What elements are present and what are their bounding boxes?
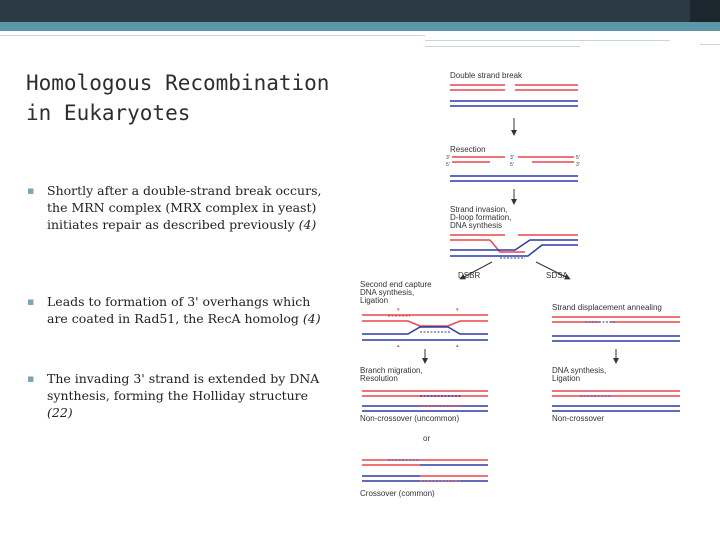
label-strand-invasion-line3: DNA synthesis <box>450 221 503 230</box>
svg-text:▾: ▾ <box>456 307 459 313</box>
label-crossover-common: Crossover (common) <box>360 489 435 498</box>
bullet-marker-icon: ▪ <box>27 372 35 385</box>
bullet-text: The invading 3' strand is extended by DNA synthesis, forming the Holliday structure <box>47 371 320 403</box>
label-non-crossover: Non-crossover <box>552 414 605 423</box>
label-or: or <box>423 434 431 443</box>
bullet-citation: (4) <box>298 217 317 232</box>
label-sdsa: SDSA <box>546 271 568 280</box>
label-branch-migration-line1: Branch migration, <box>360 366 423 375</box>
label-double-strand-break: Double strand break <box>450 71 523 80</box>
label-branch-migration-line2: Resolution <box>360 374 398 383</box>
label-non-crossover-uncommon: Non-crossover (uncommon) <box>360 414 460 423</box>
label-second-end-capture-line1: Second end capture <box>360 280 432 289</box>
bullet-text: Leads to formation of 3' overhangs which are coated in Rad51, the RecA homolog <box>47 294 311 326</box>
bullet-marker-icon: ▪ <box>27 295 35 308</box>
d-loop-structure <box>450 235 578 258</box>
non-crossover-product-dsbr <box>362 391 488 411</box>
svg-text:▴: ▴ <box>397 343 400 349</box>
dsb-duplex <box>450 85 578 106</box>
annealed-duplex-sdsa <box>552 317 680 341</box>
end-label-3prime: 3' <box>446 155 450 161</box>
bullet-text: Shortly after a double-strand break occurs, the MRN complex (MRX complex in yeast) initiates repair as described previously <box>47 183 322 232</box>
end-label-3prime: 3' <box>576 162 580 168</box>
end-label-5prime: 5' <box>510 162 514 168</box>
bullet-citation: (22) <box>47 405 73 420</box>
label-strand-displacement-annealing: Strand displacement annealing <box>552 303 662 312</box>
crossover-product <box>362 460 488 481</box>
non-crossover-product-sdsa <box>552 391 680 411</box>
label-sdsa-synthesis-line1: DNA synthesis, <box>552 366 607 375</box>
label-sdsa-synthesis-line2: Ligation <box>552 374 581 383</box>
label-strand-invasion-line2: D-loop formation, <box>450 213 512 222</box>
end-label-5prime: 5' <box>446 162 450 168</box>
label-strand-invasion-line1: Strand invasion, <box>450 205 508 214</box>
resection-duplex <box>446 155 580 181</box>
label-second-end-capture-line3: Ligation <box>360 296 389 305</box>
label-dsbr: DSBR <box>458 271 481 280</box>
slide-title: Homologous Recombination in Eukaryotes <box>26 71 330 125</box>
end-label-3prime: 3' <box>510 155 514 161</box>
label-resection: Resection <box>450 145 486 154</box>
bullet-marker-icon: ▪ <box>27 184 35 197</box>
svg-text:▴: ▴ <box>456 343 459 349</box>
bullet-citation: (4) <box>302 311 321 326</box>
label-second-end-capture-line2: DNA synthesis, <box>360 288 415 297</box>
end-label-5prime: 5' <box>576 155 580 161</box>
svg-text:▾: ▾ <box>397 307 400 313</box>
double-holliday-junction <box>362 307 488 349</box>
